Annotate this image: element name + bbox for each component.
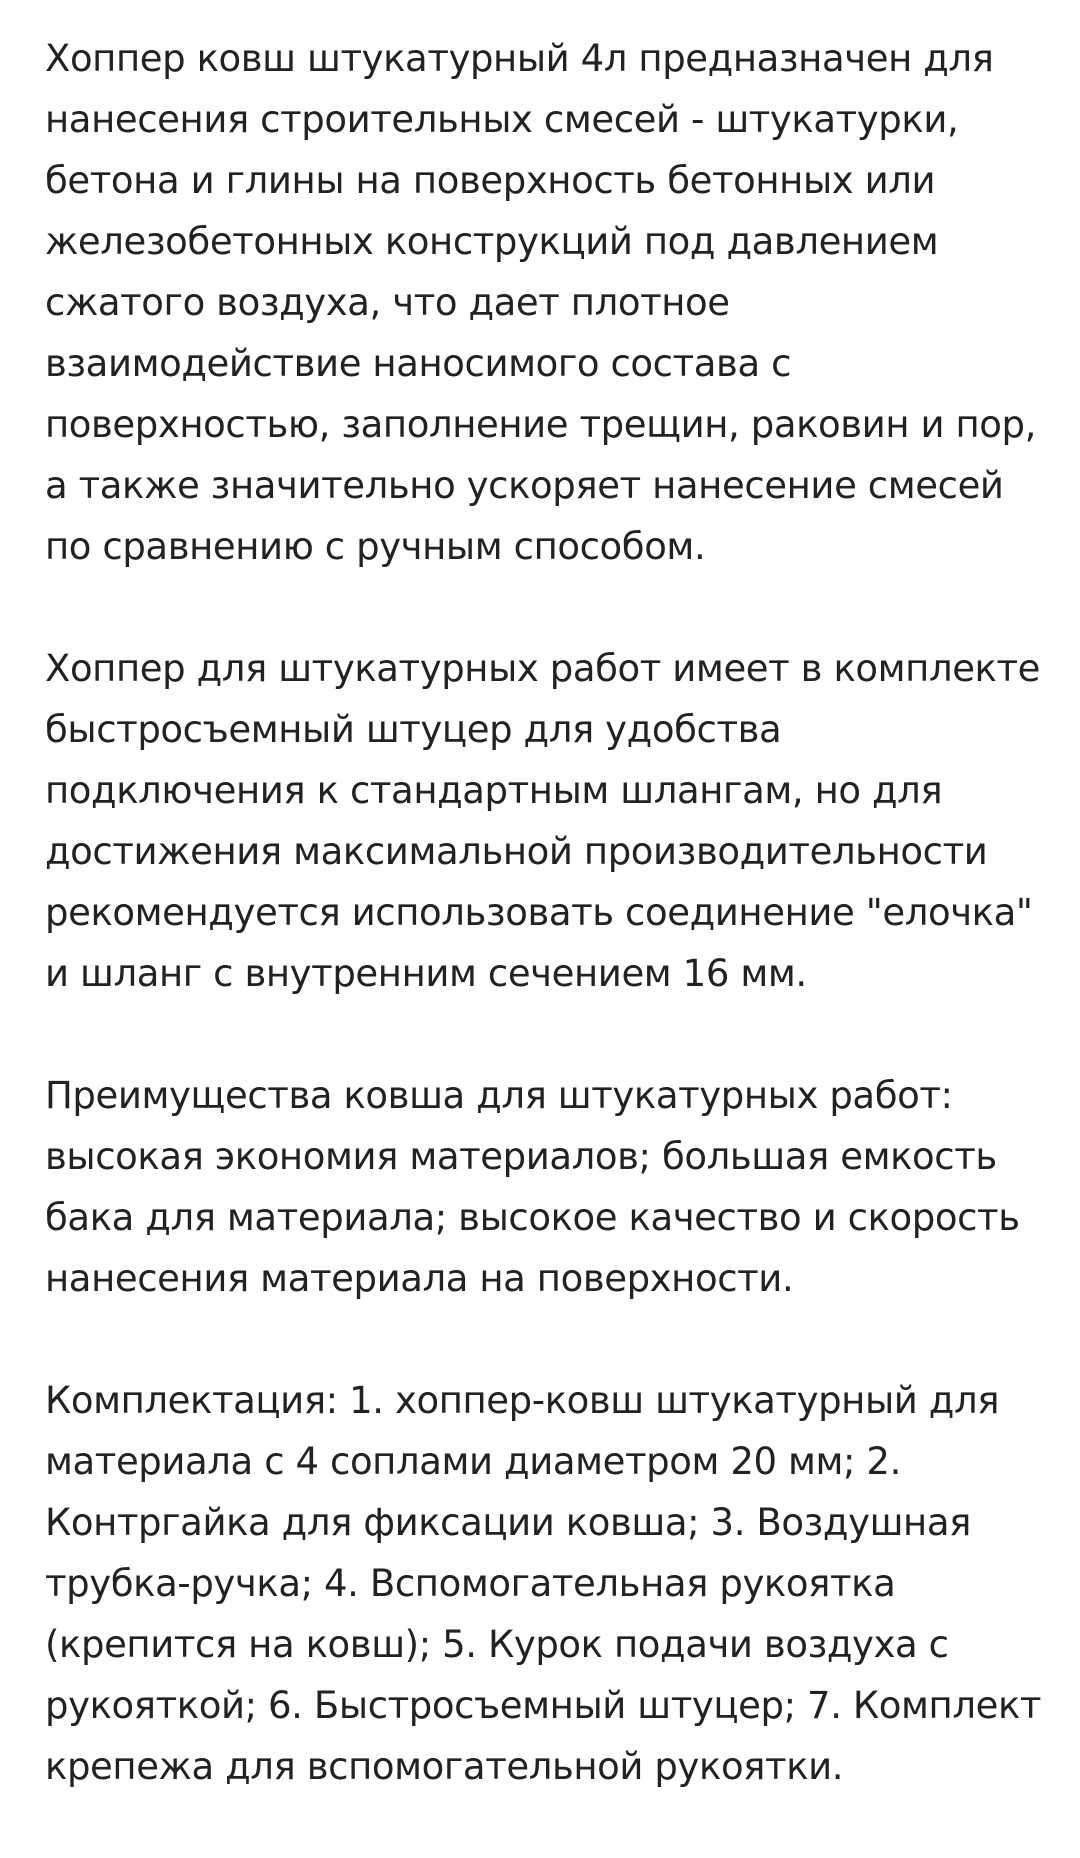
text-line: быстросъемный штуцер для удобства: [45, 708, 782, 751]
text-line: нанесения строительных смесей - штукатурки,: [45, 98, 959, 141]
text-line: материала с 4 соплами диаметром 20 мм; 2.: [45, 1440, 901, 1483]
text-line: подключения к стандартным шлангам, но для: [45, 769, 943, 812]
text-line: бака для материала; высокое качество и скорость: [45, 1196, 1020, 1239]
text-line: бетона и глины на поверхность бетонных или: [45, 159, 936, 202]
text-line: нанесения материала на поверхности.: [45, 1257, 794, 1300]
text-line: Контргайка для фиксации ковша; 3. Воздушная: [45, 1501, 971, 1544]
paragraph-connection: [45, 638, 1055, 1004]
text-line: Комплектация: 1. хоппер-ковш штукатурный для: [45, 1379, 1000, 1422]
text-line: Хоппер ковш штукатурный 4л предназначен для: [45, 37, 994, 80]
text-line: взаимодействие наносимого состава с: [45, 342, 792, 385]
text-line: достижения максимальной производительности: [45, 830, 988, 873]
document-text: [45, 28, 1055, 1858]
text-line: рекомендуется использовать соединение "елочка": [45, 891, 1033, 934]
text-line: железобетонных конструкций под давлением: [45, 220, 939, 263]
text-line: и шланг с внутренним сечением 16 мм.: [45, 952, 807, 995]
paragraph-package-contents: [45, 1370, 1055, 1797]
text-line: трубка-ручка; 4. Вспомогательная рукоятка: [45, 1562, 896, 1605]
text-line: рукояткой; 6. Быстросъемный штуцер; 7. Комплект: [45, 1684, 1042, 1727]
text-line: высокая экономия материалов; большая емкость: [45, 1135, 997, 1178]
text-line: (крепится на ковш); 5. Курок подачи воздуха с: [45, 1623, 949, 1666]
paragraph-description: [45, 28, 1055, 577]
paragraph-advantages: [45, 1065, 1055, 1309]
text-line: Преимущества ковша для штукатурных работ:: [45, 1074, 953, 1117]
text-line: поверхностью, заполнение трещин, раковин и пор,: [45, 403, 1036, 446]
text-line: Хоппер для штукатурных работ имеет в комплекте: [45, 647, 1041, 690]
text-line: крепежа для вспомогательной рукоятки.: [45, 1745, 844, 1788]
text-line: по сравнению с ручным способом.: [45, 525, 706, 568]
text-line: сжатого воздуха, что дает плотное: [45, 281, 730, 324]
text-line: а также значительно ускоряет нанесение смесей: [45, 464, 1004, 507]
